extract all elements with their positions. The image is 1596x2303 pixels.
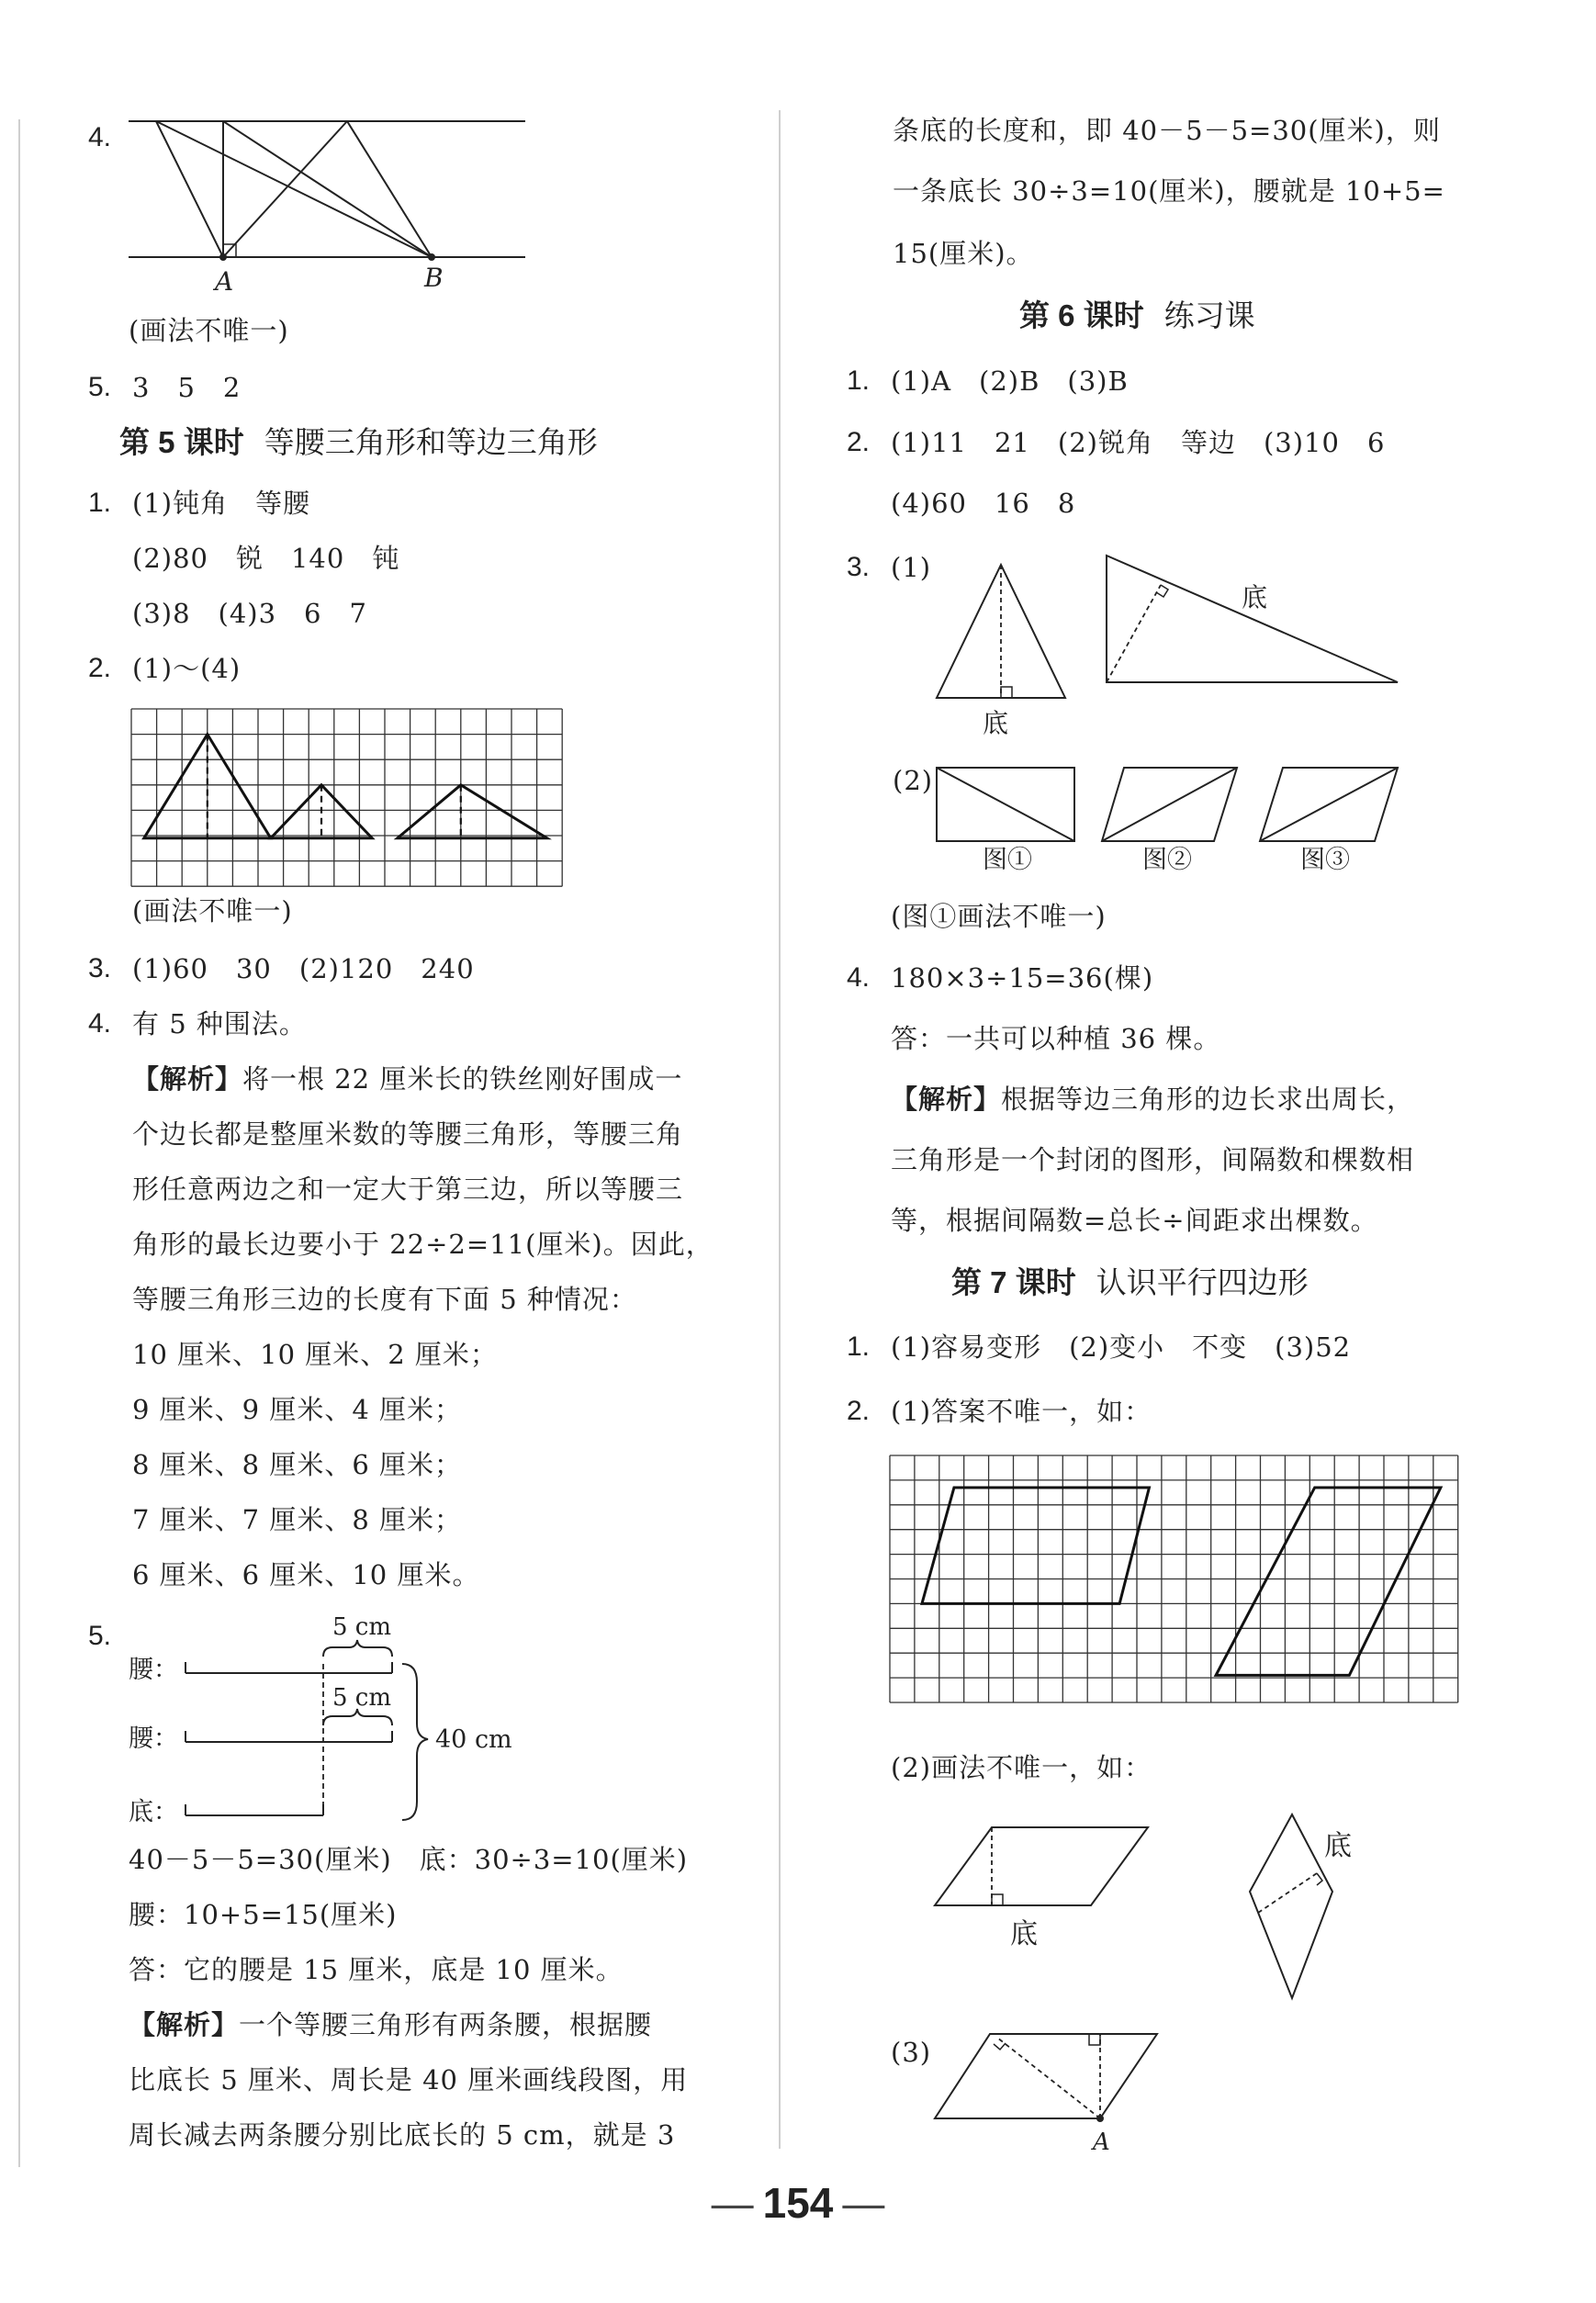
question-number: 2. bbox=[847, 1396, 871, 1426]
sub-label: (2) bbox=[893, 765, 934, 796]
answer-text: 腰：10+5=15(厘米) bbox=[129, 1899, 398, 1930]
lesson-heading bbox=[1019, 296, 1255, 336]
answer-text: 3 5 2 bbox=[132, 372, 242, 403]
question-number: 5. bbox=[88, 372, 112, 402]
sub-label: (1) bbox=[891, 552, 932, 583]
analysis-line: 15(厘米)。 bbox=[893, 238, 1034, 269]
answer-text: (1)～(4) bbox=[132, 653, 242, 684]
analysis-line: 等腰三角形三边的长度有下面 5 种情况： bbox=[132, 1284, 637, 1315]
base-label: 底 bbox=[1010, 1918, 1038, 1950]
analysis-tag: 【解析】 bbox=[891, 1085, 1002, 1115]
page-dash: — bbox=[842, 2179, 885, 2227]
question-number: 3. bbox=[847, 552, 871, 582]
analysis-line: 【解析】根据等边三角形的边长求出周长， bbox=[891, 1084, 1415, 1115]
drawing-note: (图①画法不唯一) bbox=[891, 901, 1107, 932]
point-b-label: B bbox=[424, 263, 444, 293]
point-a-label: A bbox=[215, 266, 234, 297]
analysis-line: 【解析】将一根 22 厘米长的铁丝刚好围成一 bbox=[132, 1063, 683, 1095]
answer-text: (3)8 (4)3 6 7 bbox=[132, 598, 367, 629]
lesson-number: 第 5 课时 bbox=[119, 425, 244, 459]
analysis-line: 个边长都是整厘米数的等腰三角形，等腰三角 bbox=[132, 1118, 684, 1150]
question-number: 1. bbox=[847, 1331, 871, 1362]
figure-caption: 图② bbox=[1142, 846, 1192, 874]
question-number: 2. bbox=[88, 653, 112, 683]
analysis-line: 周长减去两条腰分别比底长的 5 cm，就是 3 bbox=[129, 2119, 676, 2151]
analysis-tag: 【解析】 bbox=[129, 2011, 240, 2040]
lesson-title: 认识平行四边形 bbox=[1096, 1265, 1309, 1299]
segment-diagram bbox=[129, 1609, 533, 1829]
analysis-line: 【解析】一个等腰三角形有两条腰，根据腰 bbox=[129, 2009, 653, 2040]
lesson-title: 等腰三角形和等边三角形 bbox=[264, 425, 598, 459]
answer-text: (4)60 16 8 bbox=[891, 488, 1076, 519]
parallelogram-grid-figure bbox=[890, 1455, 1459, 1722]
lesson-number: 第 6 课时 bbox=[1019, 298, 1144, 332]
lesson-heading bbox=[119, 422, 598, 463]
question-number: 1. bbox=[88, 488, 112, 518]
analysis-line: 比底长 5 厘米、周长是 40 厘米画线段图，用 bbox=[129, 2064, 689, 2095]
answer-text: (1)A (2)B (3)B bbox=[891, 365, 1129, 397]
answer-text: (2)画法不唯一，如： bbox=[891, 1752, 1152, 1783]
point-a-label: A bbox=[1093, 2129, 1110, 2156]
answer-text: 40－5－5=30(厘米) 底：30÷3=10(厘米) bbox=[129, 1844, 689, 1875]
answer-text: (1)60 30 (2)120 240 bbox=[132, 953, 475, 984]
answer-text: 答：一共可以种植 36 棵。 bbox=[891, 1023, 1221, 1054]
drawing-note: (画法不唯一) bbox=[129, 315, 289, 346]
analysis-line: 条底的长度和，即 40－5－5=30(厘米)，则 bbox=[893, 115, 1441, 146]
five-cm-label: 5 cm bbox=[332, 1613, 392, 1641]
question-number: 4. bbox=[847, 962, 871, 993]
forty-cm-label: 40 cm bbox=[435, 1725, 512, 1754]
page-dash: — bbox=[711, 2179, 754, 2227]
yao-label: 腰： bbox=[129, 1724, 178, 1753]
analysis-tag: 【解析】 bbox=[132, 1065, 243, 1095]
five-cm-label: 5 cm bbox=[332, 1684, 392, 1712]
case-line: 8 厘米、8 厘米、6 厘米； bbox=[132, 1449, 463, 1480]
question-number: 4. bbox=[88, 122, 112, 152]
answer-text: 180×3÷15=36(棵) bbox=[891, 962, 1154, 994]
figure-caption: 图③ bbox=[1300, 846, 1350, 874]
triangle-heights-figure bbox=[927, 551, 1405, 744]
question-number: 1. bbox=[847, 365, 871, 396]
parallelogram-perpendiculars-figure bbox=[927, 2025, 1166, 2156]
case-line: 6 厘米、6 厘米、10 厘米。 bbox=[132, 1559, 480, 1590]
drawing-note: (画法不唯一) bbox=[132, 895, 293, 927]
left-margin-rule bbox=[18, 119, 20, 2167]
answer-text: (1)容易变形 (2)变小 不变 (3)52 bbox=[891, 1331, 1352, 1363]
base-label: 底 bbox=[1242, 582, 1268, 612]
analysis-line: 等，根据间隔数=总长÷间距求出棵数。 bbox=[891, 1205, 1378, 1236]
page-number bbox=[0, 2178, 1596, 2228]
answer-text: (1)11 21 (2)锐角 等边 (3)10 6 bbox=[891, 427, 1386, 458]
question-number: 2. bbox=[847, 427, 871, 457]
case-line: 9 厘米、9 厘米、4 厘米； bbox=[132, 1394, 463, 1425]
column-divider bbox=[779, 110, 781, 2149]
answer-text: 有 5 种围法。 bbox=[132, 1008, 307, 1039]
lesson-heading bbox=[951, 1263, 1309, 1303]
analysis-line: 一条底长 30÷3=10(厘米)，腰就是 10+5= bbox=[893, 175, 1445, 207]
analysis-line: 三角形是一个封闭的图形，间隔数和棵数相 bbox=[891, 1144, 1415, 1175]
sub-label: (3) bbox=[891, 2037, 932, 2068]
lesson-number: 第 7 课时 bbox=[951, 1265, 1076, 1299]
question-number: 4. bbox=[88, 1008, 112, 1039]
answer-text: (2)80 锐 140 钝 bbox=[132, 543, 400, 574]
question-number: 3. bbox=[88, 953, 112, 983]
lesson-title: 练习课 bbox=[1163, 298, 1255, 332]
analysis-line: 形任意两边之和一定大于第三边，所以等腰三 bbox=[132, 1174, 684, 1205]
analysis-line: 角形的最长边要小于 22÷2=11(厘米)。因此， bbox=[132, 1229, 714, 1260]
answer-text: (1)答案不唯一，如： bbox=[891, 1396, 1152, 1427]
base-label: 底 bbox=[983, 708, 1009, 738]
page-number-value: 154 bbox=[762, 2179, 834, 2227]
case-line: 10 厘米、10 厘米、2 厘米； bbox=[132, 1339, 498, 1370]
yao-label: 腰： bbox=[129, 1656, 178, 1684]
figure-caption: 图① bbox=[983, 846, 1032, 874]
question-number: 5. bbox=[88, 1621, 112, 1651]
base-label: 底 bbox=[1324, 1830, 1352, 1862]
isosceles-grid-figure bbox=[131, 709, 572, 874]
di-label: 底： bbox=[129, 1798, 178, 1826]
parallel-lines-triangles-figure bbox=[129, 110, 533, 303]
parallelogram-height-figures bbox=[927, 1809, 1387, 2011]
case-line: 7 厘米、7 厘米、8 厘米； bbox=[132, 1504, 463, 1535]
parallelogram-diagonal-figures bbox=[929, 762, 1407, 872]
answer-text: 答：它的腰是 15 厘米，底是 10 厘米。 bbox=[129, 1954, 624, 1985]
answer-text: (1)钝角 等腰 bbox=[132, 488, 311, 519]
